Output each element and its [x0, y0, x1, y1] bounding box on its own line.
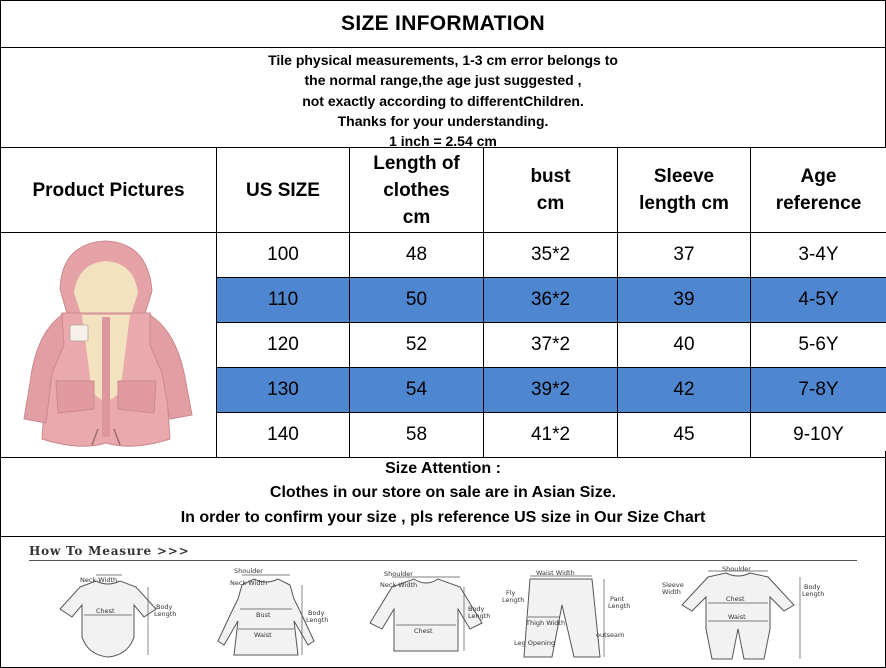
- label-waist: Waist: [728, 613, 746, 621]
- header-bust: [484, 148, 618, 233]
- label-thigh-width: Thigh Width: [526, 619, 566, 627]
- cell-sleeve: 45: [618, 413, 751, 458]
- cell-length: 54: [350, 368, 484, 413]
- romper-diagram: [660, 565, 840, 665]
- header-age-line: reference: [775, 193, 862, 214]
- cell-sleeve: 42: [618, 368, 751, 413]
- attention-line: Clothes in our store on sale are in Asian Size.: [269, 484, 617, 502]
- header-sleeve: [618, 148, 751, 233]
- header-product-pictures: Product Pictures: [1, 148, 217, 233]
- cell-bust: 36*2: [484, 278, 618, 323]
- label-body: Body: [468, 605, 485, 613]
- label-body: Body: [804, 583, 821, 591]
- attention-heading: Size Attention :: [385, 459, 501, 477]
- label-chest: Chest: [726, 595, 745, 603]
- how-to-measure-title: How To Measure >>>: [29, 544, 190, 558]
- cell-sleeve: 39: [618, 278, 751, 323]
- label-outseam: outseam: [596, 631, 625, 639]
- size-table: [0, 147, 886, 458]
- label-chest: Chest: [414, 627, 433, 635]
- size-attention: [0, 451, 886, 537]
- label-length: Length: [468, 612, 491, 620]
- cell-age: 7-8Y: [751, 368, 886, 413]
- pants-diagram: [500, 565, 660, 665]
- header-age: [751, 148, 886, 233]
- cell-us-size: 140: [217, 413, 350, 458]
- divider: [29, 560, 857, 561]
- label-fly: Fly: [506, 589, 516, 597]
- cell-bust: 41*2: [484, 413, 618, 458]
- cell-us-size: 110: [217, 278, 350, 323]
- header-age-line: Age: [800, 166, 837, 187]
- label-length: Length: [154, 610, 177, 618]
- header-us-size: US SIZE: [217, 148, 350, 233]
- label-body: Body: [308, 609, 325, 617]
- note-line: Tile physical measurements, 1-3 cm error belongs to: [268, 52, 618, 68]
- header-bust-line: bust: [530, 166, 571, 187]
- label-chest: Chest: [96, 607, 115, 615]
- cell-length: 50: [350, 278, 484, 323]
- top-diagram: [350, 565, 510, 665]
- label-pant-length: Length: [608, 602, 631, 610]
- cell-sleeve: 40: [618, 323, 751, 368]
- attention-line: In order to confirm your size , pls reference US size in Our Size Chart: [180, 508, 706, 526]
- cell-us-size: 120: [217, 323, 350, 368]
- pink-hooded-coat-image: [2, 233, 216, 451]
- cell-age: 9-10Y: [751, 413, 886, 458]
- label-shoulder: Shoulder: [384, 570, 413, 578]
- cell-age: 4-5Y: [751, 278, 886, 323]
- cell-age: 3-4Y: [751, 233, 886, 278]
- note-line: 1 inch = 2.54 cm: [389, 133, 497, 150]
- header-bust-line: cm: [536, 193, 565, 214]
- header-sleeve-line: length cm: [639, 193, 729, 214]
- label-sleeve-width: Width: [662, 588, 681, 596]
- cell-length: 58: [350, 413, 484, 458]
- cell-us-size: 100: [217, 233, 350, 278]
- product-image: [1, 233, 217, 458]
- note-line: not exactly according to differentChildren.: [302, 92, 584, 109]
- label-waist-width: Waist Width: [536, 569, 575, 577]
- label-neck-width: Neck Width: [230, 579, 268, 587]
- label-length: Length: [802, 590, 825, 598]
- header-length-line: cm: [402, 206, 431, 228]
- cell-us-size: 130: [217, 368, 350, 413]
- cell-bust: 35*2: [484, 233, 618, 278]
- cell-bust: 37*2: [484, 323, 618, 368]
- dress-diagram: [190, 565, 350, 665]
- header-length-line: clothes: [383, 179, 450, 201]
- header-sleeve-line: Sleeve: [653, 166, 715, 187]
- label-shoulder: Shoulder: [722, 565, 751, 573]
- cell-sleeve: 37: [618, 233, 751, 278]
- table-row: [1, 233, 886, 278]
- note-line: Thanks for your understanding.: [337, 112, 549, 129]
- bodysuit-diagram: [30, 565, 190, 665]
- note-line: the normal range,the age just suggested ,: [304, 72, 582, 89]
- label-pant: Pant: [610, 595, 625, 603]
- cell-age: 5-6Y: [751, 323, 886, 368]
- cell-length: 52: [350, 323, 484, 368]
- label-leg-opening: Leg Opening: [514, 639, 556, 647]
- page-title: SIZE INFORMATION: [0, 0, 886, 48]
- label-neck-width: Neck Width: [80, 576, 118, 584]
- label-bust: Bust: [256, 611, 271, 619]
- label-shoulder: Shoulder: [234, 567, 263, 575]
- table-header-row: [1, 148, 886, 233]
- measurement-notes: [0, 47, 886, 148]
- label-sleeve: Sleeve: [662, 581, 684, 589]
- label-waist: Waist: [254, 631, 272, 639]
- header-length-line: Length of: [373, 152, 460, 174]
- cell-length: 48: [350, 233, 484, 278]
- label-fly-length: Length: [502, 596, 525, 604]
- header-length: [350, 148, 484, 233]
- label-body: Body: [156, 603, 173, 611]
- label-length: Length: [306, 616, 329, 624]
- cell-bust: 39*2: [484, 368, 618, 413]
- label-neck-width: Neck Width: [380, 581, 418, 589]
